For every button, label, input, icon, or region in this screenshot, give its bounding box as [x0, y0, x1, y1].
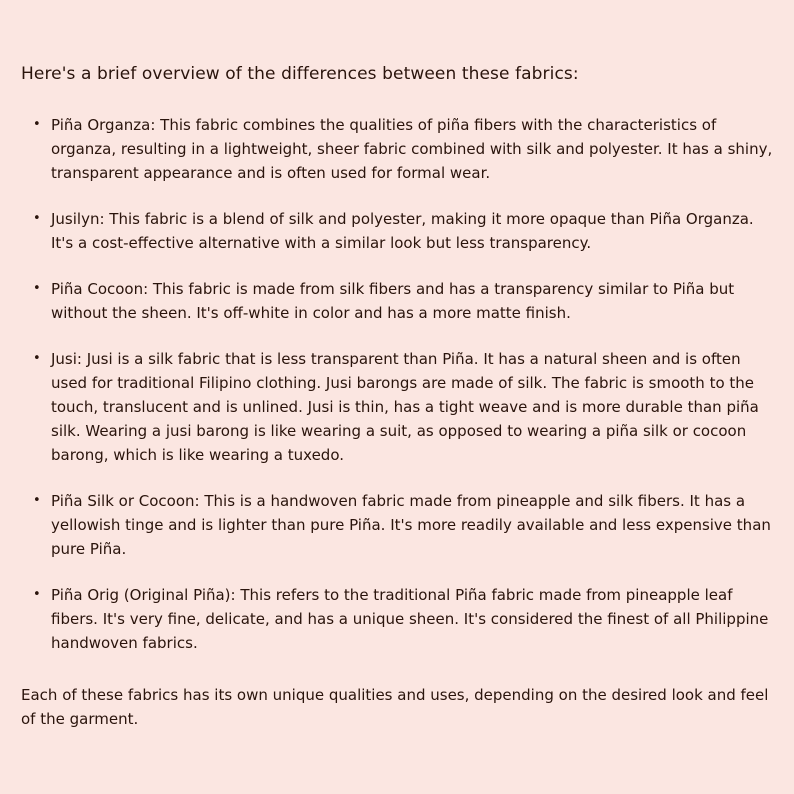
bullet-icon: •	[33, 211, 41, 226]
list-item-text: Piña Orig (Original Piña): This refers to the traditional Piña fabric made from pineapple leaf fibers. It's very fine, delicate, and has a unique sheen. It's considered the finest of all Philippine handwoven fabrics.	[51, 586, 769, 652]
bullet-icon: •	[33, 351, 41, 366]
bullet-icon: •	[33, 281, 41, 296]
list-item	[0, 277, 794, 325]
list-item-text: Jusilyn: This fabric is a blend of silk and polyester, making it more opaque than Piña Organza. It's a cost-effective alternative with a similar look but less transparency.	[51, 210, 754, 252]
list-item-text: Piña Silk or Cocoon: This is a handwoven fabric made from pineapple and silk fibers. It has a yellowish tinge and is lighter than pure Piña. It's more readily available and less expensive than pure Piña.	[51, 492, 771, 558]
intro-heading: Here's a brief overview of the differences between these fabrics:	[21, 64, 579, 84]
list-item	[0, 113, 794, 185]
list-item-text: Piña Organza: This fabric combines the qualities of piña fibers with the characteristics of organza, resulting in a lightweight, sheer fabric combined with silk and polyester. It has a shiny, transparent appearance and is often used for formal wear.	[51, 116, 773, 182]
list-item	[0, 207, 794, 255]
bullet-icon: •	[33, 587, 41, 602]
list-item	[0, 489, 794, 561]
list-item	[0, 347, 794, 467]
fabric-list	[0, 113, 794, 655]
bullet-icon: •	[33, 117, 41, 132]
list-item-text: Jusi: Jusi is a silk fabric that is less transparent than Piña. It has a natural sheen and is often used for traditional Filipino clothing. Jusi barongs are made of silk. The fabric is smooth to the touch, translucent and is unlined. Jusi is thin, has a tight weave and is more durable than piña silk. Wearing a jusi barong is like wearing a suit, as opposed to wearing a piña silk or cocoon barong, which is like wearing a tuxedo.	[51, 350, 759, 464]
bullet-icon: •	[33, 493, 41, 508]
list-item-text: Piña Cocoon: This fabric is made from silk fibers and has a transparency similar to Piña but without the sheen. It's off-white in color and has a more matte finish.	[51, 280, 735, 322]
conclusion-paragraph: Each of these fabrics has its own unique qualities and uses, depending on the desired look and feel of the garment.	[21, 686, 769, 728]
list-item	[0, 583, 794, 655]
